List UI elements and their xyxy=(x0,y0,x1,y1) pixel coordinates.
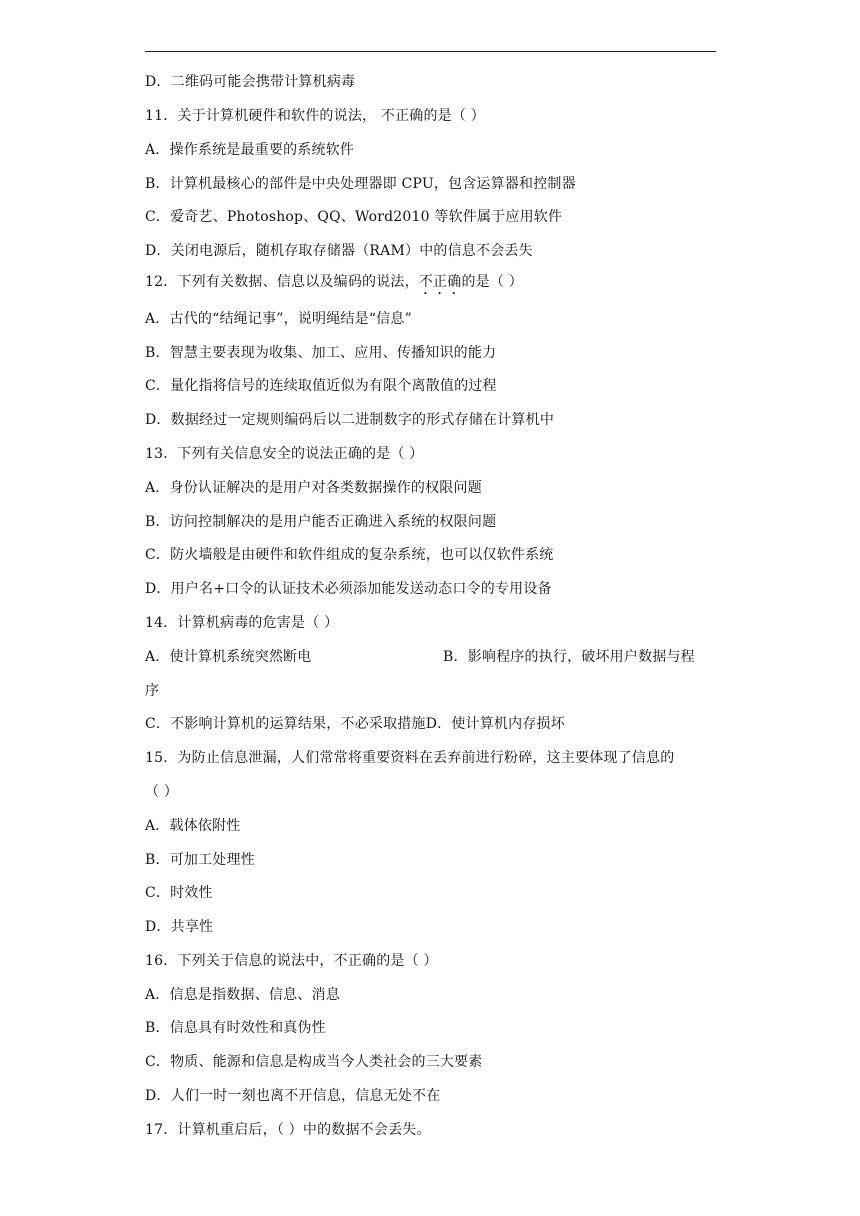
q12-option-b: B．智慧主要表现为收集、加工、应用、传播知识的能力 xyxy=(145,345,497,361)
q12-option-c: C．量化指将信号的连续取值近似为有限个离散值的过程 xyxy=(145,378,497,394)
q16-option-d: D．人们一时一刻也离不开信息，信息无处不在 xyxy=(145,1088,441,1104)
q16-option-c: C．物质、能源和信息是构成当今人类社会的三大要素 xyxy=(145,1054,483,1070)
q12-stem-part2: 的是（ ） xyxy=(461,274,523,290)
q13-option-b: B．访问控制解决的是用户能否正确进入系统的权限问题 xyxy=(145,514,497,530)
q11-option-a: A．操作系统是最重要的系统软件 xyxy=(145,142,355,158)
q13-option-c: C．防火墙般是由硬件和软件组成的复杂系统，也可以仅软件系统 xyxy=(145,547,554,563)
q12-option-d: D．数据经过一定规则编码后以二进制数字的形式存储在计算机中 xyxy=(145,412,555,428)
header-rule xyxy=(145,51,716,52)
q16-option-b: B．信息具有时效性和真伪性 xyxy=(145,1020,326,1036)
q11-option-b: B．计算机最核心的部件是中央处理器即 CPU，包含运算器和控制器 xyxy=(145,176,576,192)
q13-option-d: D．用户名+口令的认证技术必须添加能发送动态口令的专用设备 xyxy=(145,581,552,597)
q11-option-c: C．爱奇艺、Photoshop、QQ、Word2010 等软件属于应用软件 xyxy=(145,209,563,225)
q11-stem: 11．关于计算机硬件和软件的说法， 不正确的是（ ） xyxy=(145,108,485,124)
q14-stem: 14．计算机病毒的危害是（ ） xyxy=(145,615,339,631)
q16-option-a: A．信息是指数据、信息、消息 xyxy=(145,987,340,1003)
q14-option-b-cont: 序 xyxy=(145,683,160,699)
q15-option-c: C．时效性 xyxy=(145,885,213,901)
q12-stem xyxy=(145,274,523,298)
q12-stem-part1: 12．下列有关数据、信息以及编码的说法， xyxy=(145,274,419,290)
q15-option-d: D．共享性 xyxy=(145,919,214,935)
q15-option-a: A．载体依附性 xyxy=(145,818,241,834)
q14-option-a: A．使计算机系统突然断电 xyxy=(145,649,312,665)
q14-option-b: B．影响程序的执行，破坏用户数据与程 xyxy=(443,649,695,665)
q15-blank: （ ） xyxy=(145,784,179,800)
q17-stem: 17．计算机重启后，（ ）中的数据不会丢失。 xyxy=(145,1122,431,1138)
q13-stem: 13．下列有关信息安全的说法正确的是（ ） xyxy=(145,446,424,462)
q12-option-a: A．古代的“结绳记事”，说明绳结是“信息” xyxy=(145,311,412,327)
q15-option-b: B．可加工处理性 xyxy=(145,852,255,868)
q13-option-a: A．身份认证解决的是用户对各类数据操作的权限问题 xyxy=(145,480,482,496)
q14-options-c-d: C．不影响计算机的运算结果，不必采取措施D．使计算机内存损坏 xyxy=(145,716,565,732)
q15-stem: 15．为防止信息泄漏，人们常常将重要资料在丢弃前进行粉碎，这主要体现了信息的 xyxy=(145,750,675,766)
q11-option-d: D．关闭电源后，随机存取存储器（RAM）中的信息不会丢失 xyxy=(145,243,533,259)
q10-option-d: D．二维码可能会携带计算机病毒 xyxy=(145,74,356,90)
q12-emphasis: 不正确 xyxy=(418,274,462,290)
q16-stem: 16．下列关于信息的说法中，不正确的是（ ） xyxy=(145,953,438,969)
